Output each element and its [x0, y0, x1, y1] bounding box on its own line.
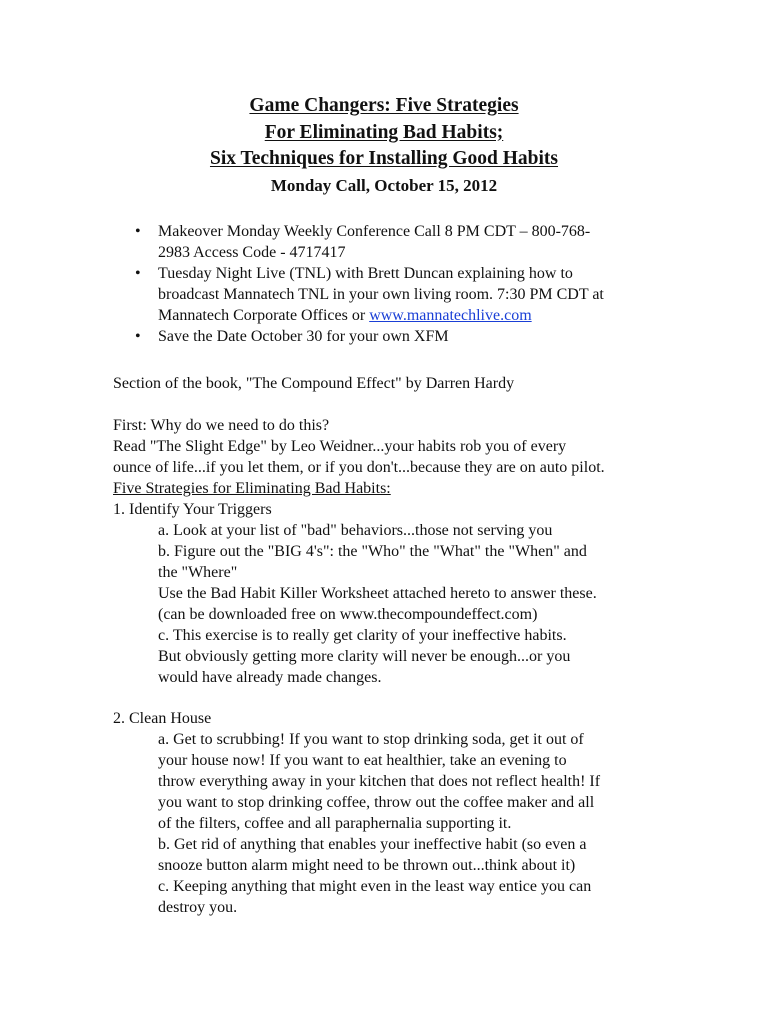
list-item [0, 263, 648, 326]
document-header [0, 93, 768, 198]
strategy-1-line: (can be downloaded free on www.thecompoundeffect.com) [158, 606, 538, 623]
strategy-1-line: But obviously getting more clarity will never be enough...or you [158, 648, 571, 665]
read-line-1: Read "The Slight Edge" by Leo Weidner...your habits rob you of every [113, 438, 567, 455]
strategy-2-line: throw everything away in your kitchen that does not reflect health! If [158, 773, 601, 790]
title-line-3: Six Techniques for Installing Good Habits [209, 148, 559, 169]
strategy-2-line: a. Get to scrubbing! If you want to stop drinking soda, get it out of [158, 731, 584, 748]
bullet-dot-icon: • [135, 328, 141, 345]
strategy-1-line: a. Look at your list of "bad" behaviors...those not serving you [158, 522, 553, 539]
strategy-2-line: snooze button alarm might need to be thrown out...think about it) [158, 857, 576, 874]
bullet-text: broadcast Mannatech TNL in your own living room. 7:30 PM CDT at [158, 286, 604, 303]
strategy-1-line: would have already made changes. [158, 669, 382, 686]
strategy-2-title: 2. Clean House [113, 710, 212, 727]
strategy-1-line: b. Figure out the "BIG 4's": the "Who" the "What" the "When" and [158, 543, 587, 560]
strategy-2-line: c. Keeping anything that might even in the least way entice you can [158, 878, 592, 895]
bullet-text: Tuesday Night Live (TNL) with Brett Duncan explaining how to [158, 265, 573, 282]
strategy-1-line: Use the Bad Habit Killer Worksheet attached hereto to answer these. [158, 585, 597, 602]
strategy-1-line: c. This exercise is to really get clarity of your ineffective habits. [158, 627, 567, 644]
strategy-2-line: your house now! If you want to eat healthier, take an evening to [158, 752, 567, 769]
strategies-heading: Five Strategies for Eliminating Bad Habits: [113, 480, 391, 497]
bullet-text: Makeover Monday Weekly Conference Call 8 PM CDT – 800-768- [158, 223, 591, 240]
announcement-list [0, 221, 768, 347]
strategy-2-line: of the filters, coffee and all paraphernalia supporting it. [158, 815, 512, 832]
strategy-1-title: 1. Identify Your Triggers [113, 501, 272, 518]
list-item [0, 326, 648, 347]
read-line-2: ounce of life...if you let them, or if you don't...because they are on auto pilot. [113, 459, 605, 476]
strategy-2-line: b. Get rid of anything that enables your ineffective habit (so even a [158, 836, 587, 853]
first-question-line: First: Why do we need to do this? [113, 417, 330, 434]
list-item [0, 221, 648, 263]
strategy-2-line: you want to stop drinking coffee, throw out the coffee maker and all [158, 794, 595, 811]
bullet-text: Save the Date October 30 for your own XFM [158, 328, 449, 345]
bullet-dot-icon: • [135, 223, 141, 240]
mannatechlive-link[interactable]: www.mannatechlive.com [369, 307, 532, 324]
bullet-text: 2983 Access Code - 4717417 [158, 244, 346, 261]
title-line-1: Game Changers: Five Strategies [249, 95, 519, 116]
strategy-2-line: destroy you. [158, 899, 238, 916]
strategy-1-line: the "Where" [158, 564, 238, 581]
bullet-text: Mannatech Corporate Offices or [158, 307, 370, 324]
title-line-2: For Eliminating Bad Habits; [264, 121, 504, 143]
document-subtitle: Monday Call, October 15, 2012 [270, 175, 498, 195]
bullet-dot-icon: • [135, 265, 141, 282]
book-section-line: Section of the book, "The Compound Effect" by Darren Hardy [113, 375, 515, 392]
